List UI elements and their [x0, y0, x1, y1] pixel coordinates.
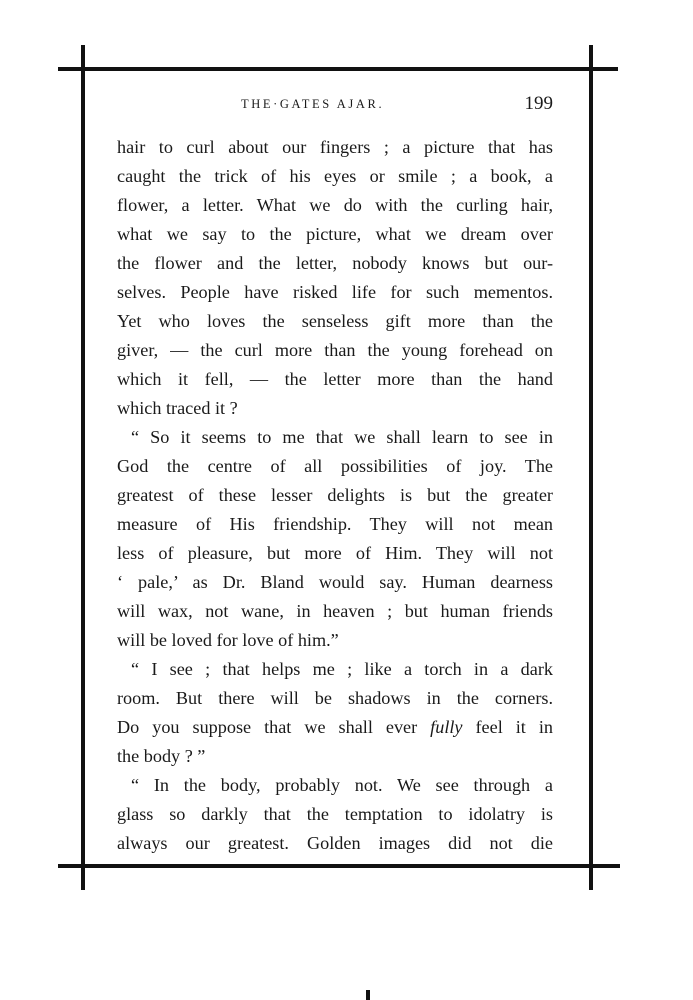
italic-word: fully — [430, 717, 463, 737]
text-line: “ So it seems to me that we shall learn to see in — [131, 427, 553, 447]
text-line: will be loved for love of him.” — [117, 630, 339, 650]
text-line: selves. People have risked life for such mementos. — [117, 282, 553, 302]
line-segment: Do you suppose that we shall ever — [117, 717, 431, 737]
line-segment: feel it in — [462, 717, 553, 737]
text-line: which traced it ? — [117, 398, 238, 418]
text-line: glass so darkly that the temptation to idolatry is — [117, 804, 553, 824]
text-line: “ In the body, probably not. We see through a — [131, 775, 553, 795]
text-line: Yet who loves the senseless gift more than the — [117, 311, 553, 331]
text-line: always our greatest. Golden images did not die — [117, 833, 553, 853]
top-border-rule — [58, 67, 618, 71]
text-line: “ I see ; that helps me ; like a torch in a dark — [131, 659, 553, 679]
text-line: caught the trick of his eyes or smile ; a book, a — [117, 166, 553, 186]
running-title: THE·GATES AJAR. — [241, 97, 385, 111]
text-line-with-italic — [117, 713, 553, 742]
text-line: hair to curl about our fingers ; a picture that has — [117, 137, 553, 157]
text-line: greatest of these lesser delights is but the greater — [117, 485, 553, 505]
text-line: ‘ pale,’ as Dr. Bland would say. Human dearness — [117, 572, 553, 592]
text-line: room. But there will be shadows in the corners. — [117, 688, 553, 708]
body-text — [117, 133, 553, 858]
text-line: the body ? ” — [117, 746, 206, 766]
text-line: which it fell, — the letter more than the hand — [117, 369, 553, 389]
page-number: 199 — [524, 93, 553, 114]
left-border-rule — [81, 45, 85, 890]
text-line: God the centre of all possibilities of joy. The — [117, 456, 553, 476]
text-line: less of pleasure, but more of Him. They will not — [117, 543, 553, 563]
page-mark — [366, 990, 370, 1000]
text-line: will wax, not wane, in heaven ; but human friends — [117, 601, 553, 621]
text-line: measure of His friendship. They will not mean — [117, 514, 553, 534]
right-border-rule — [589, 45, 593, 890]
text-line: giver, — the curl more than the young forehead on — [117, 340, 553, 360]
page-header — [117, 93, 553, 119]
text-line: what we say to the picture, what we dream over — [117, 224, 553, 244]
bottom-border-rule — [58, 864, 620, 868]
text-line: the flower and the letter, nobody knows but our- — [117, 253, 553, 273]
text-line: flower, a letter. What we do with the curling hair, — [117, 195, 553, 215]
